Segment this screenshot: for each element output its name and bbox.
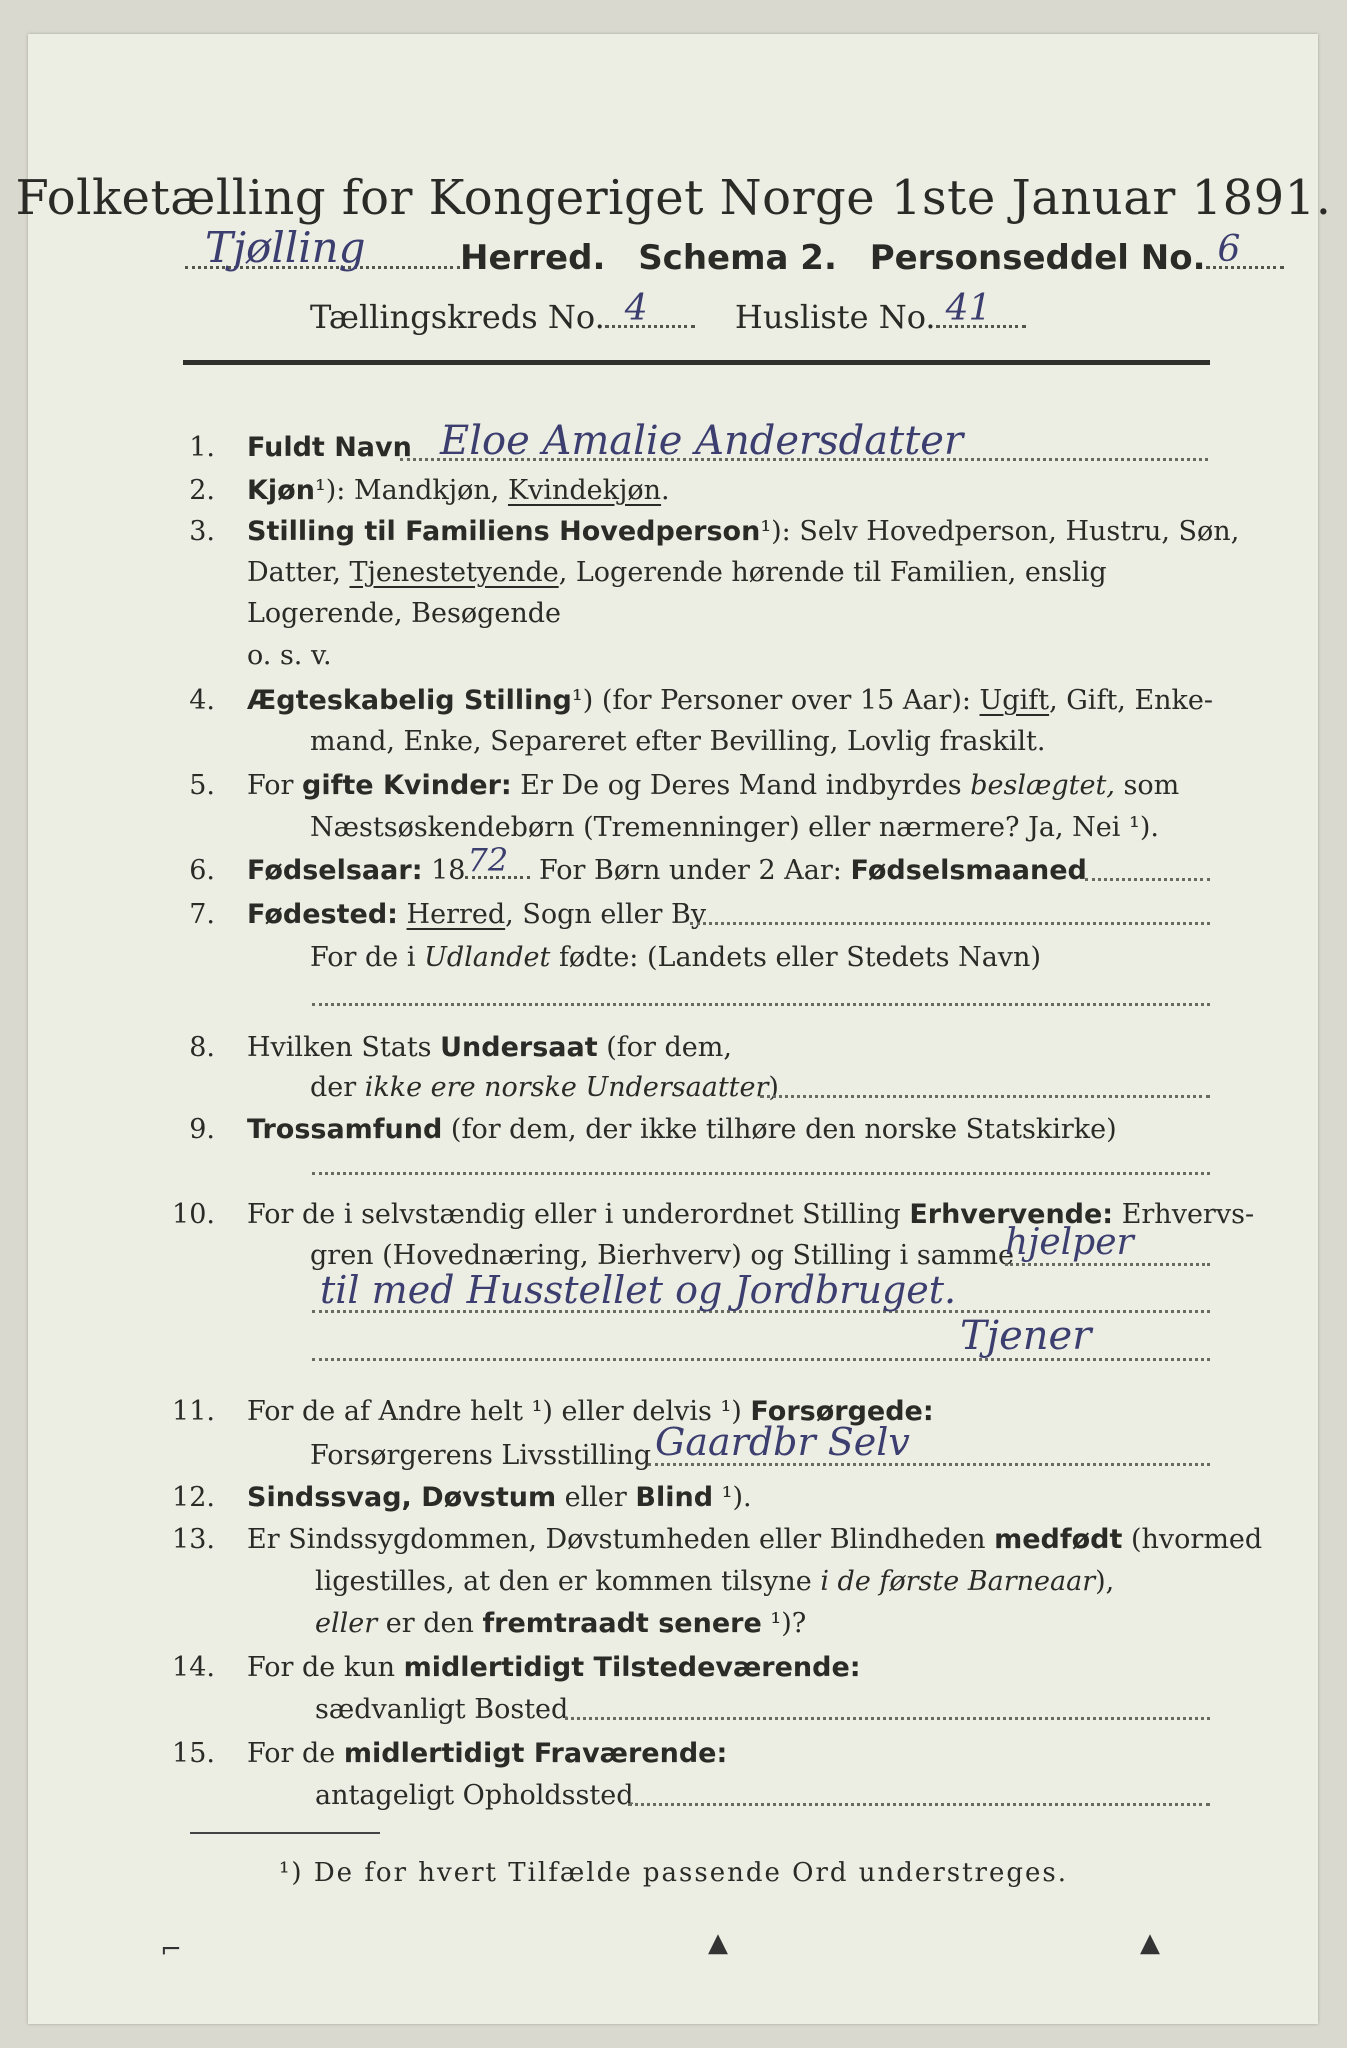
field-text: ikke ere norske Undersaatter (364, 1072, 769, 1103)
birth-month-dotted-line (1085, 878, 1210, 881)
field-label: Ægteskabelig Stilling (247, 685, 572, 716)
field-number: 10. (172, 1199, 215, 1230)
field-number: 8. (189, 1032, 215, 1063)
selected-option: Ugift (979, 685, 1050, 716)
field-text: For de (247, 1738, 344, 1769)
personseddel-label: Personseddel No. (869, 238, 1206, 278)
field-text: , Sogn eller By (505, 899, 707, 930)
personseddel-value: 6 (1217, 229, 1241, 270)
field-label: medfødt (994, 1524, 1123, 1555)
field-text: . (661, 475, 670, 506)
field-13-line-c (315, 1606, 806, 1642)
field-15-line-b: antageligt Opholdssted (315, 1780, 634, 1811)
personseddel-field (1206, 229, 1284, 270)
field-text: ), (1095, 1566, 1115, 1597)
field-text: ligestilles, at den er kommen tilsyne (315, 1566, 821, 1597)
field-label: Forsørgede: (750, 1396, 934, 1427)
herred-line (185, 223, 1284, 278)
kreds-line (310, 288, 1026, 336)
field-label: midlertidigt Tilstedeværende: (403, 1652, 861, 1683)
field-text: Er De og Deres Mand indbyrdes (511, 770, 971, 801)
field-number: 14. (172, 1652, 215, 1683)
field-text: i de første Barneaar (820, 1566, 1096, 1597)
field-number: 11. (172, 1396, 215, 1427)
footnote-rule (190, 1832, 380, 1834)
field-text: ) (768, 1072, 779, 1103)
herred-field (185, 223, 460, 272)
birthplace-dotted-line (690, 922, 1210, 925)
field-label: fremtraadt senere (482, 1608, 762, 1639)
field-number: 7. (189, 899, 215, 930)
occupation-value-b: til med Husstellet og Jordbruget. (320, 1268, 957, 1312)
field-text: (for dem, (597, 1032, 732, 1063)
field-text: ¹): Selv Hovedperson, Hustru, Søn, (760, 516, 1240, 547)
field-text: 18 (422, 855, 466, 886)
field-text: som (1114, 770, 1180, 801)
field-number: 13. (172, 1524, 215, 1555)
religion-dotted-line (312, 1172, 1210, 1175)
pin-mark-icon: ▲ (1140, 1928, 1160, 1958)
field-14-line-b: sædvanligt Bosted (315, 1694, 569, 1725)
field-number: 12. (172, 1482, 215, 1513)
whereabouts-dotted-line (628, 1803, 1210, 1806)
field-3-line-c: Logerende, Besøgende (247, 598, 561, 629)
field-text: ¹): Mandkjøn, (314, 475, 508, 506)
provider-value: Gaardbr Selv (655, 1420, 910, 1464)
field-label: Blind (635, 1482, 714, 1513)
field-number: 6. (189, 855, 215, 886)
field-text: For de af Andre helt ¹) eller delvis ¹) (247, 1396, 751, 1427)
field-text: Er Sindssygdommen, Døvstumheden eller Blindheden (247, 1524, 995, 1555)
field-text: Udlandet (424, 942, 551, 973)
field-13-line-b (315, 1564, 1114, 1600)
field-text: eller (315, 1608, 378, 1639)
pin-mark-icon: ▲ (708, 1928, 728, 1958)
selected-option: Tjenestetyende (349, 557, 559, 588)
field-label: gifte Kvinder: (302, 770, 512, 801)
field-3-line-b (247, 555, 1107, 591)
kreds-field (605, 288, 695, 329)
field-text: beslægtet, (970, 770, 1115, 801)
field-10-line-b: gren (Hovednæring, Bierhverv) og Stilling i samme (310, 1240, 1015, 1271)
field-5-line-b: Næstsøskendebørn (Tremenninger) eller nærmere? Ja, Nei ¹). (310, 812, 1159, 843)
field-text: Erhvervs- (1113, 1199, 1255, 1230)
field-text: (for dem, der ikke tilhøre den norske Statskirke) (442, 1114, 1117, 1145)
field-label: Sindssvag, Døvstum (247, 1482, 557, 1513)
field-number: 1. (189, 432, 215, 463)
field-number: 5. (189, 770, 215, 801)
field-text: ¹). (713, 1482, 752, 1513)
selected-option: Herred (406, 899, 506, 930)
field-number: 2. (189, 475, 215, 506)
field-text: ¹)? (761, 1608, 807, 1639)
field-3-line-d: o. s. v. (247, 640, 332, 671)
field-text: er den (377, 1608, 483, 1639)
field-number: 9. (189, 1114, 215, 1145)
full-name-value: Eloe Amalie Andersdatter (440, 418, 964, 464)
field-text: fødte: (Landets eller Stedets Navn) (550, 942, 1041, 973)
field-text: eller (556, 1482, 636, 1513)
field-text: der (310, 1072, 365, 1103)
field-text: Datter, (247, 557, 350, 588)
herred-value: Tjølling (205, 223, 366, 272)
field-text: ¹) (for Personer over 15 Aar): (571, 685, 980, 716)
footnote: ¹) De for hvert Tilfælde passende Ord understreges. (278, 1858, 1068, 1888)
header-rule (183, 360, 1210, 365)
occupation-value-c: Tjener (960, 1313, 1092, 1359)
birth-year-value: 72 (467, 841, 509, 879)
field-number: 15. (172, 1738, 215, 1769)
field-label: Fødselsaar: (247, 855, 423, 886)
schema-label: Schema 2. (638, 238, 837, 278)
field-text: Hvilken Stats (247, 1032, 441, 1063)
husliste-label: Husliste No. (734, 298, 936, 336)
field-label: Kjøn (247, 475, 315, 506)
field-number: 4. (189, 685, 215, 716)
kreds-value: 4 (624, 288, 648, 329)
field-text: , Logerende hørende til Familien, enslig (558, 557, 1107, 588)
form-title: Folketælling for Kongeriget Norge 1ste Januar 1891. (15, 170, 1332, 226)
kreds-label: Tællingskreds No. (310, 298, 605, 336)
field-label: Erhvervende: (909, 1199, 1114, 1230)
husliste-value: 41 (945, 288, 992, 329)
field-text: For Børn under 2 Aar: (530, 855, 851, 886)
field-label: Trossamfund (247, 1114, 443, 1145)
field-label: Fødested: (247, 899, 398, 930)
field-label: midlertidigt Fraværende: (343, 1738, 728, 1769)
field-7-line-b (310, 940, 1041, 976)
field-label: Undersaat (440, 1032, 598, 1063)
citizenship-dotted-line (760, 1095, 1210, 1098)
foreign-birthplace-dotted-line (312, 1003, 1210, 1006)
field-label: Fødselsmaaned (850, 855, 1087, 886)
field-label: Fuldt Navn (247, 432, 412, 463)
field-8-line-b (310, 1070, 779, 1106)
occupation-value-a: hjelper (1005, 1222, 1134, 1263)
field-text: For de i (310, 942, 425, 973)
field-number: 3. (189, 516, 215, 547)
occupation-dotted-line-1 (1005, 1263, 1210, 1266)
field-text: , Gift, Enke- (1049, 685, 1214, 716)
residence-dotted-line (565, 1717, 1210, 1720)
herred-label: Herred. (460, 238, 606, 278)
field-text: For (247, 770, 303, 801)
field-label: Stilling til Familiens Hovedperson (247, 516, 761, 547)
field-text: (hvormed (1122, 1524, 1263, 1555)
field-11-line-b: Forsørgerens Livsstilling (310, 1440, 652, 1471)
field-text: For de i selvstændig eller i underordnet Stilling (247, 1199, 910, 1230)
field-4-line-b: mand, Enke, Separeret efter Bevilling, Lovlig fraskilt. (310, 726, 1046, 757)
pin-mark-icon: ⌐ (160, 1935, 182, 1965)
field-text: For de kun (247, 1652, 404, 1683)
selected-option: Kvindekjøn (507, 475, 662, 506)
husliste-field (936, 288, 1026, 329)
birth-year-field (465, 841, 530, 879)
